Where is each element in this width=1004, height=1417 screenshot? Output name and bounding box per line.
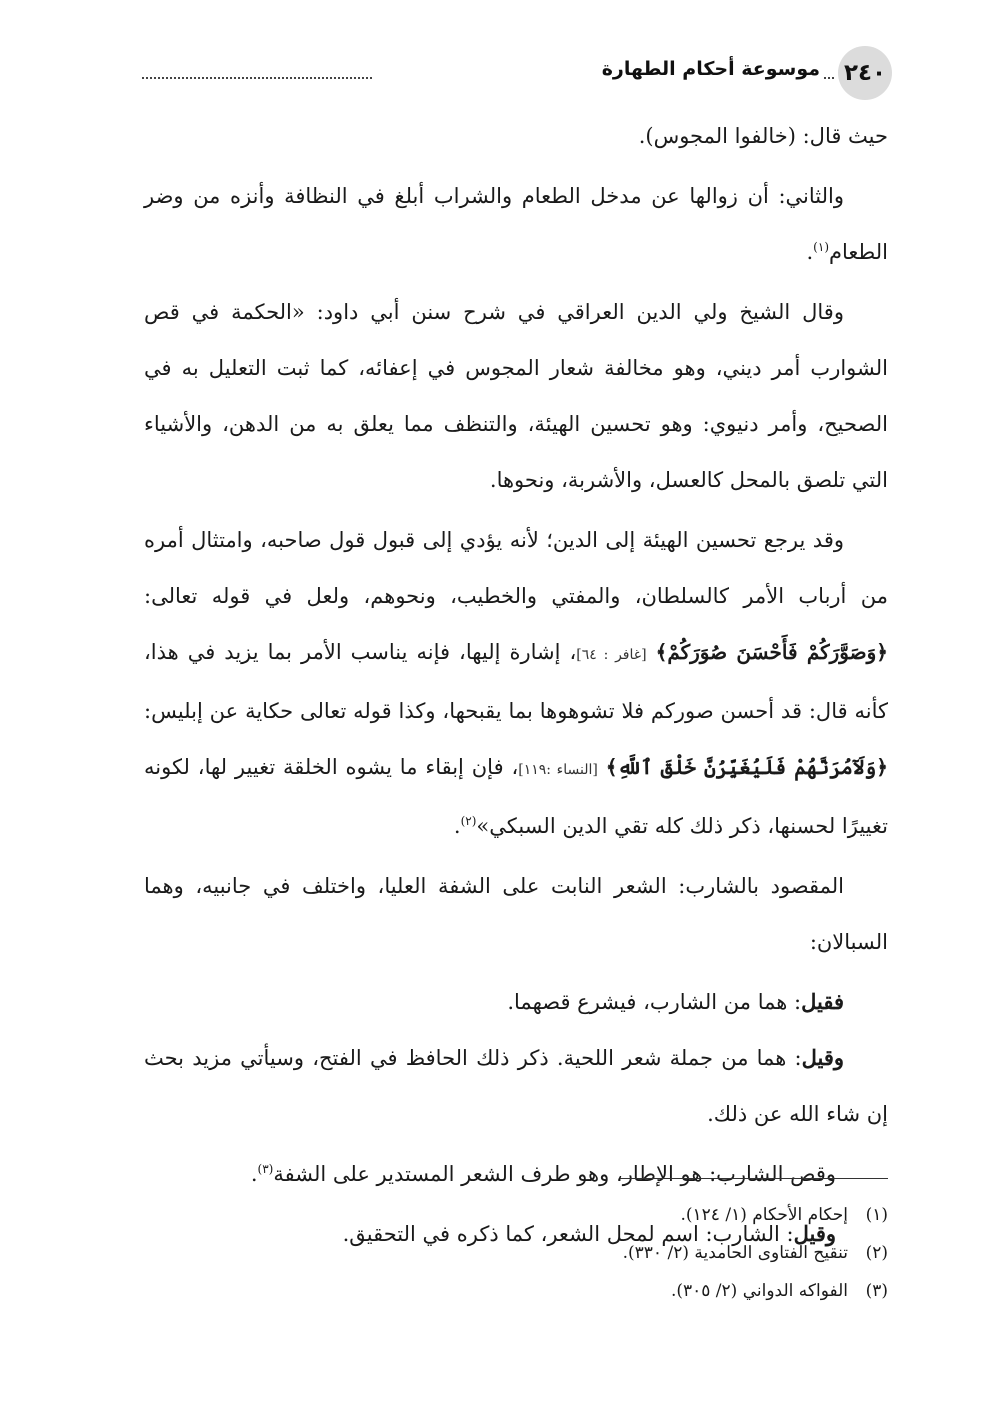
paragraph-text: : الشارب: اسم لمحل الشعر، كما ذكره في التحقيق. <box>342 1222 794 1246</box>
punctuation: . <box>806 240 814 264</box>
running-title: موسوعة أحكام الطهارة <box>601 58 820 80</box>
footnotes <box>288 1196 888 1310</box>
paragraph-text: ، فإن إبقاء ما يشوه الخلقة تغيير لها، لكونه تغييرًا لحسنها، ذكر ذلك كله تقي الدين السبكي» <box>144 755 888 838</box>
paragraph-text: وقال الشيخ ولي الدين العراقي في شرح سنن أبي داود: «الحكمة في قص الشوارب أمر ديني، وهو مخالفة شعار المجوس في إعفائه، كما ثبت التعليل به في الصحيح، وأمر دنيوي: وهو تحسين الهيئة، والتنظف مما يعلق به من الدهن، والأشياء التي تلصق بالمحل كالعسل، والأشربة، ونحوها. <box>144 300 888 492</box>
footnote <box>288 1196 888 1234</box>
paragraph-text: والثاني: أن زوالها عن مدخل الطعام والشراب أبلغ في النظافة وأنزه من وضر الطعام <box>144 184 888 264</box>
paragraph <box>144 858 888 970</box>
verse-reference: [غافر : ٦٤] <box>576 647 647 663</box>
paragraph-text: : هما من الشارب، فيشرع قصهما. <box>507 990 802 1014</box>
quran-verse: ﴿وَصَوَّرَكُمْ فَأَحْسَنَ صُوَرَكُمْ﴾ <box>655 640 888 664</box>
paragraph-text: وقص الشارب: هو الإطار، وهو طرف الشعر المستدير على الشفة <box>273 1162 836 1186</box>
footnote-separator <box>620 1178 888 1179</box>
footnote <box>288 1272 888 1310</box>
footnote-number: (١) <box>865 1205 888 1225</box>
paragraph-text: ، إشارة إليها، فإنه يناسب الأمر بما يزيد في هذا، كأنه قال: قد أحسن صوركم فلا تشوهوها بما يقبحها، وكذا قوله تعالى حكاية عن إبليس: <box>144 640 888 723</box>
header-dotted-rule-short <box>824 77 834 79</box>
paragraph <box>144 1030 888 1142</box>
paragraph <box>144 284 888 508</box>
paragraph <box>144 1146 888 1202</box>
footnote-text: تنقيح الفتاوى الحامدية (٢/ ٣٣٠). <box>622 1243 848 1263</box>
paragraph-text: حيث قال: (خالفوا المجوس). <box>638 124 888 148</box>
footnote-text: إحكام الأحكام (١/ ١٢٤). <box>680 1205 848 1225</box>
paragraph-lead-word: فقيل <box>801 989 844 1014</box>
header-dotted-rule <box>142 77 372 79</box>
paragraph <box>144 168 888 280</box>
footnote-marker: (٢) <box>460 814 477 828</box>
punctuation: . <box>453 814 461 838</box>
paragraph <box>144 512 888 854</box>
paragraph-lead-word: وقيل <box>801 1045 844 1070</box>
footnote-text: الفواكه الدواني (٢/ ٣٠٥). <box>670 1281 848 1301</box>
verse-reference: [النساء :١١٩] <box>518 762 598 778</box>
paragraph-text: المقصود بالشارب: الشعر النابت على الشفة العليا، واختلف في جانبيه، وهما السبالان: <box>144 874 888 954</box>
page-header <box>140 44 892 100</box>
footnote-number: (٣) <box>865 1281 888 1301</box>
footnote <box>288 1234 888 1272</box>
footnote-marker: (٣) <box>257 1162 274 1176</box>
paragraph <box>144 108 888 164</box>
paragraph-lead-word: وقيل <box>793 1221 836 1246</box>
page-number: ٢٤٠ <box>838 46 892 100</box>
main-text <box>144 108 888 1262</box>
paragraph-text: : هما من جملة شعر اللحية. ذكر ذلك الحافظ في الفتح، وسيأتي مزيد بحث إن شاء الله عن ذلك. <box>144 1046 888 1126</box>
footnote-marker: (١) <box>813 240 829 254</box>
quran-verse: ﴿وَلَآمُرَنَّهُمْ فَلَيُغَيِّرُنَّ خَلْقَ ٱللَّهِ﴾ <box>605 755 888 779</box>
footnote-number: (٢) <box>865 1243 888 1263</box>
paragraph-text: وقد يرجع تحسين الهيئة إلى الدين؛ لأنه يؤدي إلى قبول قول صاحبه، وامتثال أمره من أرباب الأمر كالسلطان، والمفتي والخطيب، ونحوهم، ولعل في قوله تعالى: <box>144 528 888 608</box>
paragraph <box>144 974 888 1030</box>
punctuation: . <box>250 1162 258 1186</box>
